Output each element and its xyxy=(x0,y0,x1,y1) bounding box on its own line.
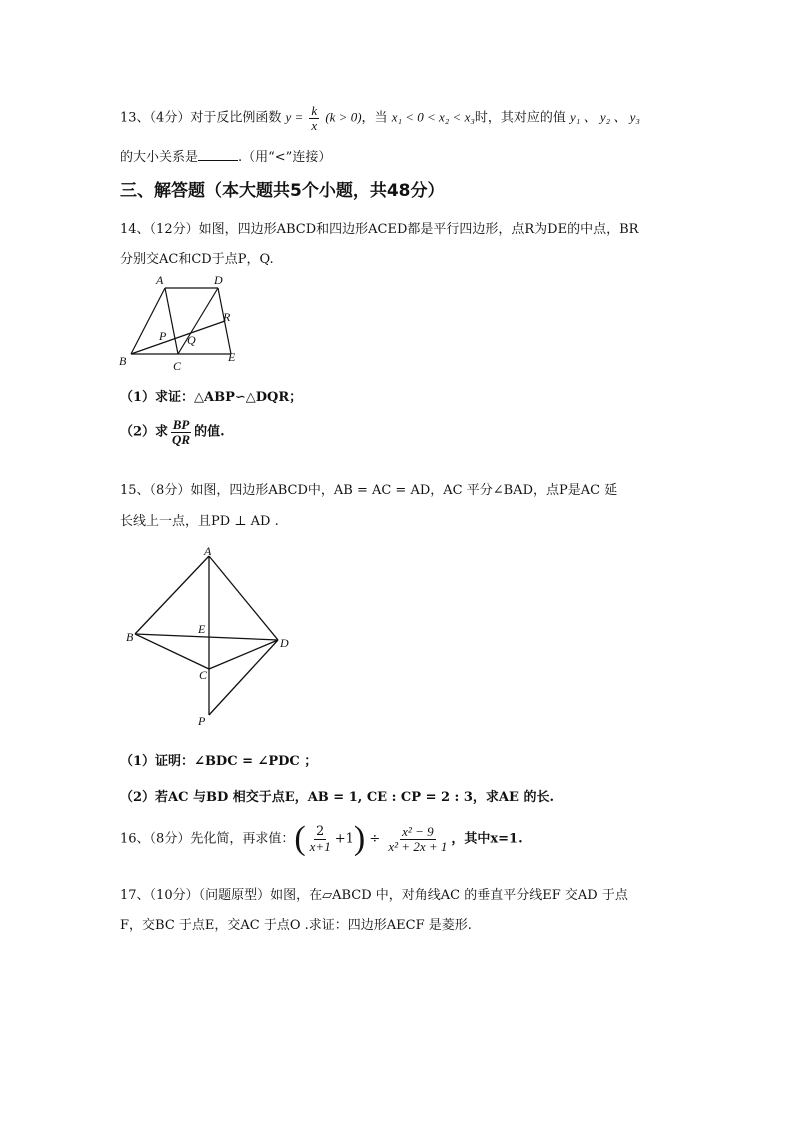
q14-fraction xyxy=(170,418,192,446)
q13-fraction-num: k xyxy=(311,103,318,118)
q13-line1 xyxy=(120,104,684,132)
label-C: C xyxy=(173,359,182,373)
label-A: A xyxy=(204,545,212,558)
q13-mid: ，当 xyxy=(361,110,388,126)
q16-tail: ，其中x=1. xyxy=(451,831,523,847)
label-E: E xyxy=(228,350,236,364)
segment-BD xyxy=(135,634,278,640)
q16-lead: 16、（8分）先化简，再求值： xyxy=(120,831,295,847)
q15-part2: （2）若AC 与BD 相交于点E，AB = 1, CE : CP = 2 : 3，求AE 的长. xyxy=(120,790,554,805)
segment-CD xyxy=(178,288,218,354)
q15-line2: 长线上一点，且PD ⊥ AD . xyxy=(120,514,279,529)
q16-fraction-1 xyxy=(308,825,333,853)
q16-line xyxy=(120,822,684,856)
label-B: B xyxy=(119,354,127,368)
q15-part1: （1）证明：∠BDC = ∠PDC ； xyxy=(120,754,318,769)
q16-f1-num: 2 xyxy=(316,823,325,839)
q16-f1-den: x+1 xyxy=(309,838,331,854)
q16-fraction-2 xyxy=(386,825,449,853)
label-R: R xyxy=(223,310,231,324)
q13-condition: (k > 0) xyxy=(325,109,362,125)
q14-part2-a: （2）求 xyxy=(120,424,169,440)
q13-function: y = xyxy=(285,109,304,125)
label-E: E xyxy=(198,622,206,636)
label-D: D xyxy=(280,636,289,650)
segment-AC xyxy=(165,288,178,354)
label-D: D xyxy=(214,273,223,287)
q13-fraction xyxy=(309,104,319,132)
q14-figure xyxy=(115,272,245,374)
q13-line2-a: 的大小关系是 xyxy=(120,150,199,165)
q17-line1: 17、（10分）（问题原型）如图，在▱ABCD 中，对角线AC 的垂直平分线EF 交AD 于点 xyxy=(120,888,628,903)
paren-open: ( xyxy=(294,820,306,857)
q13-tail: 时，其对应的值 xyxy=(474,110,566,126)
q14-part2 xyxy=(120,418,684,446)
segment-CD xyxy=(209,640,278,669)
q13-line2 xyxy=(120,146,684,165)
q14-part2-b: 的值. xyxy=(194,424,225,440)
q13-fraction-den: x xyxy=(311,117,318,133)
paren-close: ) xyxy=(353,820,366,857)
q14-part1: （1）求证：△ABP∽△DQR； xyxy=(120,390,303,405)
segment-AD xyxy=(209,556,278,640)
q14-fraction-den: QR xyxy=(172,431,191,447)
label-Q: Q xyxy=(187,333,196,347)
label-C: C xyxy=(199,668,208,682)
q16-f2-num: x² − 9 xyxy=(402,823,434,839)
section-3-title: 三、解答题（本大题共5个小题，共48分） xyxy=(120,181,445,201)
q15-figure xyxy=(118,545,298,730)
segment-BC xyxy=(135,634,209,669)
q16-f2-den: x² + 2x + 1 xyxy=(388,838,448,854)
answer-blank xyxy=(198,149,238,161)
segment-DP xyxy=(209,640,278,715)
q13-inequality: x₁ < 0 < x₂ < x₃ xyxy=(391,109,475,125)
q17-line2: F，交BC 于点E，交AC 于点O .求证：四边形AECF 是菱形. xyxy=(120,918,472,933)
label-P: P xyxy=(159,329,167,343)
q14-fraction-num: BP xyxy=(172,417,190,432)
label-A: A xyxy=(156,273,164,287)
q15-line1: 15、（8分）如图，四边形ABCD中，AB = AC = AD，AC 平分∠BAD，点P是AC 延 xyxy=(120,483,618,498)
q13-number: 13、（4分）对于反比例函数 xyxy=(120,110,282,126)
label-P: P xyxy=(198,714,206,728)
q16-plus1: +1 xyxy=(334,831,354,847)
q14-line1: 14、（12分）如图，四边形ABCD和四边形ACED都是平行四边形，点R为DE的中点，BR xyxy=(120,222,639,237)
q16-div: ÷ xyxy=(369,831,381,847)
q13-line2-b: .（用“<”连接） xyxy=(238,150,332,165)
label-B: B xyxy=(126,630,134,644)
q13-ys: y₁ 、 y₂ 、 y₃ xyxy=(570,109,640,125)
q14-line2: 分别交AC和CD于点P，Q. xyxy=(120,252,274,267)
